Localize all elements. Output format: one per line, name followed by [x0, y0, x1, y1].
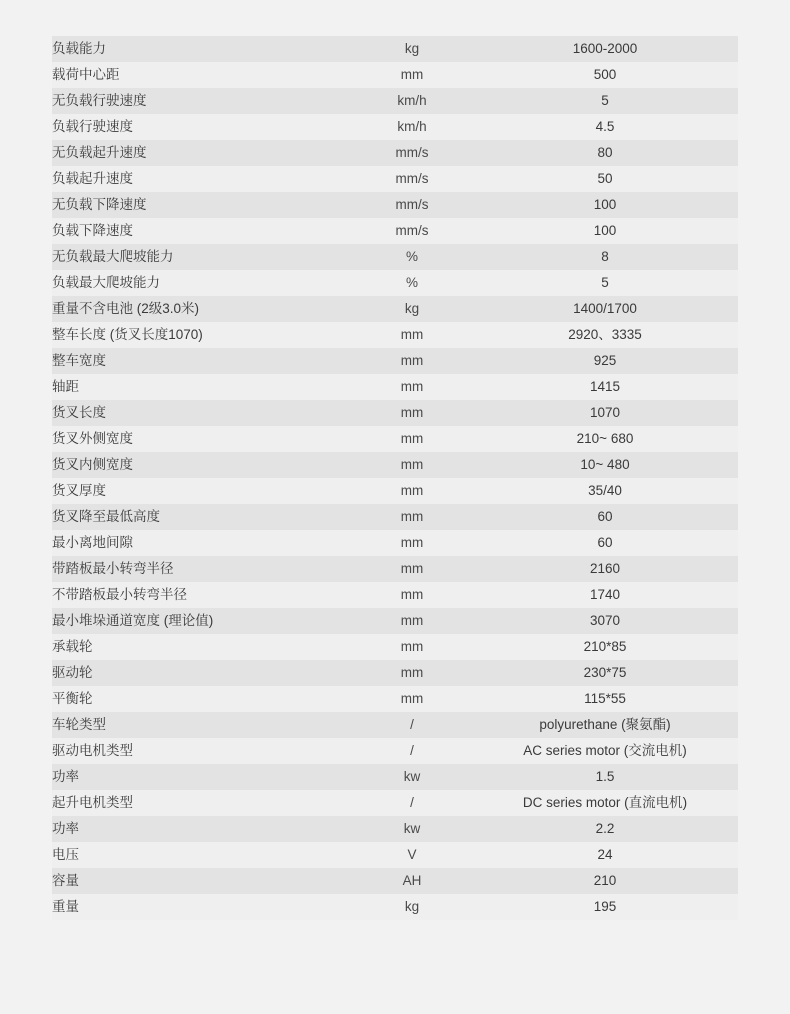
spec-parameter-value: 4.5 [472, 114, 738, 140]
spec-parameter-value: 35/40 [472, 478, 738, 504]
spec-parameter-unit: V [352, 842, 472, 868]
spec-parameter-name: 重量不含电池 (2级3.0米) [52, 296, 352, 322]
spec-parameter-value: 1600-2000 [472, 36, 738, 62]
spec-parameter-unit: kg [352, 296, 472, 322]
spec-parameter-value: 210*85 [472, 634, 738, 660]
spec-parameter-value: 500 [472, 62, 738, 88]
spec-parameter-value: 8 [472, 244, 738, 270]
spec-parameter-name: 负载起升速度 [52, 166, 352, 192]
spec-parameter-unit: / [352, 712, 472, 738]
table-row [52, 478, 738, 504]
spec-parameter-unit: mm [352, 686, 472, 712]
spec-parameter-value: 5 [472, 88, 738, 114]
spec-parameter-name: 负载最大爬坡能力 [52, 270, 352, 296]
spec-parameter-unit: mm [352, 634, 472, 660]
spec-parameter-name: 最小堆垛通道宽度 (理论值) [52, 608, 352, 634]
table-row [52, 556, 738, 582]
table-row [52, 452, 738, 478]
specification-table-body [52, 36, 738, 920]
spec-parameter-value: 60 [472, 504, 738, 530]
spec-parameter-value: 925 [472, 348, 738, 374]
table-row [52, 400, 738, 426]
spec-parameter-unit: mm/s [352, 192, 472, 218]
table-row [52, 530, 738, 556]
spec-parameter-value: 230*75 [472, 660, 738, 686]
spec-parameter-value: 115*55 [472, 686, 738, 712]
spec-parameter-name: 不带踏板最小转弯半径 [52, 582, 352, 608]
spec-parameter-value: 1400/1700 [472, 296, 738, 322]
table-row [52, 738, 738, 764]
spec-parameter-name: 整车长度 (货叉长度1070) [52, 322, 352, 348]
table-row [52, 62, 738, 88]
table-row [52, 270, 738, 296]
spec-parameter-unit: kw [352, 816, 472, 842]
spec-parameter-name: 负载行驶速度 [52, 114, 352, 140]
spec-parameter-value: 10~ 480 [472, 452, 738, 478]
spec-parameter-unit: km/h [352, 114, 472, 140]
table-row [52, 296, 738, 322]
spec-parameter-value: 2920、3335 [472, 322, 738, 348]
spec-parameter-unit: mm [352, 348, 472, 374]
spec-parameter-unit: mm/s [352, 166, 472, 192]
spec-parameter-value: 1.5 [472, 764, 738, 790]
table-row [52, 374, 738, 400]
specification-table [52, 36, 738, 920]
spec-parameter-name: 货叉外侧宽度 [52, 426, 352, 452]
table-row [52, 582, 738, 608]
spec-parameter-value: DC series motor (直流电机) [472, 790, 738, 816]
spec-parameter-unit: / [352, 738, 472, 764]
spec-parameter-unit: kg [352, 36, 472, 62]
spec-parameter-unit: mm [352, 660, 472, 686]
spec-parameter-value: 1415 [472, 374, 738, 400]
spec-parameter-value: 3070 [472, 608, 738, 634]
spec-parameter-name: 无负载行驶速度 [52, 88, 352, 114]
spec-parameter-name: 货叉厚度 [52, 478, 352, 504]
spec-parameter-name: 电压 [52, 842, 352, 868]
spec-parameter-name: 功率 [52, 816, 352, 842]
spec-parameter-name: 无负载起升速度 [52, 140, 352, 166]
spec-parameter-name: 驱动轮 [52, 660, 352, 686]
spec-parameter-unit: mm [352, 400, 472, 426]
table-row [52, 192, 738, 218]
table-row [52, 842, 738, 868]
spec-parameter-name: 无负载最大爬坡能力 [52, 244, 352, 270]
spec-parameter-unit: / [352, 790, 472, 816]
spec-parameter-name: 带踏板最小转弯半径 [52, 556, 352, 582]
spec-parameter-unit: mm/s [352, 140, 472, 166]
spec-parameter-value: 195 [472, 894, 738, 920]
table-row [52, 686, 738, 712]
spec-parameter-unit: kg [352, 894, 472, 920]
spec-parameter-name: 起升电机类型 [52, 790, 352, 816]
spec-parameter-unit: mm/s [352, 218, 472, 244]
spec-parameter-unit: mm [352, 556, 472, 582]
table-row [52, 894, 738, 920]
table-row [52, 322, 738, 348]
table-row [52, 218, 738, 244]
spec-parameter-name: 载荷中心距 [52, 62, 352, 88]
spec-parameter-unit: mm [352, 62, 472, 88]
spec-parameter-unit: mm [352, 322, 472, 348]
spec-parameter-value: 80 [472, 140, 738, 166]
table-row [52, 140, 738, 166]
spec-parameter-name: 负载下降速度 [52, 218, 352, 244]
spec-parameter-unit: kw [352, 764, 472, 790]
spec-parameter-value: 24 [472, 842, 738, 868]
table-row [52, 660, 738, 686]
specification-table-container [52, 36, 738, 920]
table-row [52, 712, 738, 738]
spec-parameter-name: 重量 [52, 894, 352, 920]
spec-parameter-name: 无负载下降速度 [52, 192, 352, 218]
spec-parameter-name: 容量 [52, 868, 352, 894]
spec-parameter-name: 货叉长度 [52, 400, 352, 426]
spec-parameter-name: 平衡轮 [52, 686, 352, 712]
spec-parameter-value: 2160 [472, 556, 738, 582]
table-row [52, 88, 738, 114]
spec-parameter-value: 5 [472, 270, 738, 296]
table-row [52, 166, 738, 192]
table-row [52, 114, 738, 140]
table-row [52, 348, 738, 374]
spec-parameter-name: 货叉降至最低高度 [52, 504, 352, 530]
spec-parameter-name: 驱动电机类型 [52, 738, 352, 764]
table-row [52, 634, 738, 660]
spec-parameter-unit: mm [352, 374, 472, 400]
spec-parameter-unit: % [352, 244, 472, 270]
spec-parameter-value: 100 [472, 192, 738, 218]
spec-parameter-value: 210~ 680 [472, 426, 738, 452]
spec-parameter-value: AC series motor (交流电机) [472, 738, 738, 764]
spec-parameter-unit: % [352, 270, 472, 296]
spec-parameter-name: 承载轮 [52, 634, 352, 660]
table-row [52, 36, 738, 62]
table-row [52, 504, 738, 530]
table-row [52, 764, 738, 790]
spec-parameter-value: 210 [472, 868, 738, 894]
spec-parameter-unit: mm [352, 452, 472, 478]
spec-parameter-name: 轴距 [52, 374, 352, 400]
table-row [52, 608, 738, 634]
spec-parameter-value: 2.2 [472, 816, 738, 842]
spec-parameter-unit: km/h [352, 88, 472, 114]
spec-parameter-value: polyurethane (聚氨酯) [472, 712, 738, 738]
spec-parameter-unit: mm [352, 608, 472, 634]
spec-parameter-name: 车轮类型 [52, 712, 352, 738]
table-row [52, 426, 738, 452]
spec-parameter-name: 负载能力 [52, 36, 352, 62]
spec-parameter-unit: mm [352, 426, 472, 452]
spec-parameter-unit: AH [352, 868, 472, 894]
table-row [52, 244, 738, 270]
spec-parameter-unit: mm [352, 582, 472, 608]
spec-parameter-value: 50 [472, 166, 738, 192]
spec-parameter-value: 1740 [472, 582, 738, 608]
table-row [52, 816, 738, 842]
spec-parameter-unit: mm [352, 478, 472, 504]
spec-parameter-name: 整车宽度 [52, 348, 352, 374]
spec-parameter-name: 货叉内侧宽度 [52, 452, 352, 478]
table-row [52, 790, 738, 816]
spec-parameter-value: 60 [472, 530, 738, 556]
spec-parameter-name: 最小离地间隙 [52, 530, 352, 556]
table-row [52, 868, 738, 894]
spec-parameter-name: 功率 [52, 764, 352, 790]
spec-parameter-unit: mm [352, 530, 472, 556]
spec-parameter-value: 100 [472, 218, 738, 244]
spec-parameter-value: 1070 [472, 400, 738, 426]
spec-parameter-unit: mm [352, 504, 472, 530]
